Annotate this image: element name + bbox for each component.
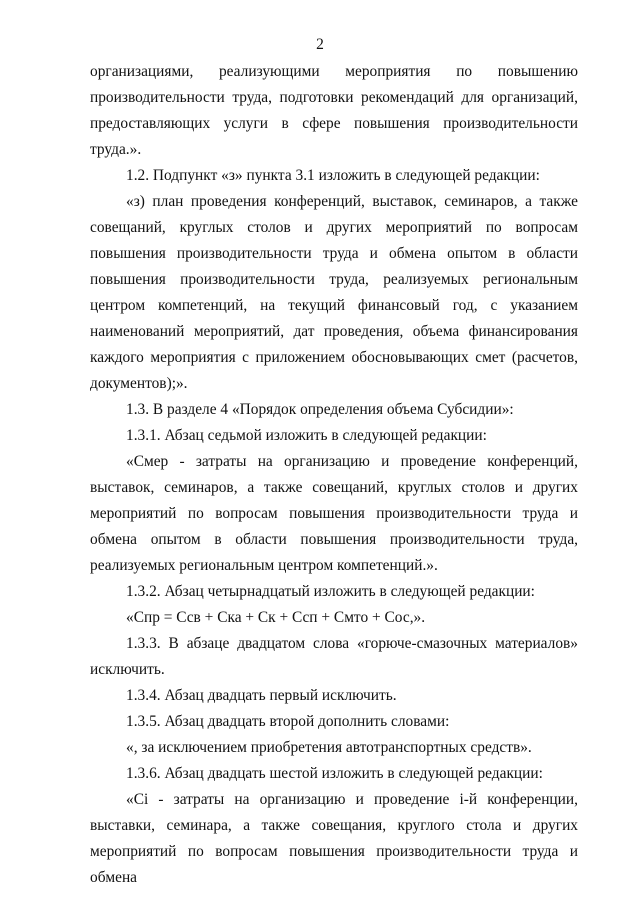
paragraph-1-3-3: 1.3.3. В абзаце двадцатом слова «горюче-смазочных материалов» исключить. bbox=[90, 635, 578, 678]
paragraph-1-2: 1.2. Подпункт «з» пункта 3.1 изложить в следующей редакции: bbox=[126, 167, 540, 184]
paragraph-smer-definition: «Смер - затраты на организацию и проведение конференций, выставок, семинаров, а также совещаний, круглых столов и других мероприятий по вопросам повышения производительности труда и обмена опытом в области повышения производительности труда, реализуемых региональным центром компетенций.». bbox=[90, 453, 578, 574]
paragraph-formula: «Спр = Ссв + Cка + Ск + Ссп + Смто + Сос,». bbox=[126, 609, 426, 626]
paragraph-subpoint-z: «з) план проведения конференций, выставок, семинаров, а также совещаний, круглых столов и других мероприятий по вопросам повышения производительности труда и обмена опытом в области повышения производительности труда, реализуемых региональным центром компетенций, на текущий финансовый год, с указанием наименований мероприятий, дат проведения, объема финансирования каждого мероприятия с приложением обосновывающих смет (расчетов, документов);». bbox=[90, 193, 578, 392]
document-body bbox=[90, 59, 578, 891]
page-number: 2 bbox=[316, 36, 324, 53]
paragraph-1-3: 1.3. В разделе 4 «Порядок определения объема Субсидии»: bbox=[126, 401, 514, 418]
paragraph-1-3-2: 1.3.2. Абзац четырнадцатый изложить в следующей редакции: bbox=[126, 583, 535, 600]
paragraph-ci-definition: «Сi - затраты на организацию и проведение i-й конференции, выставки, семинара, а также совещания, круглого стола и других мероприятий по вопросам повышения производительности труда и обмена bbox=[90, 791, 578, 886]
paragraph-1-3-6: 1.3.6. Абзац двадцать шестой изложить в следующей редакции: bbox=[126, 765, 543, 782]
paragraph-1-3-4: 1.3.4. Абзац двадцать первый исключить. bbox=[126, 687, 397, 704]
paragraph-addition-words: «, за исключением приобретения автотранспортных средств». bbox=[126, 739, 532, 756]
paragraph-1-3-1: 1.3.1. Абзац седьмой изложить в следующей редакции: bbox=[126, 427, 487, 444]
paragraph-1-3-5: 1.3.5. Абзац двадцать второй дополнить словами: bbox=[126, 713, 450, 730]
paragraph-continuation: организациями, реализующими мероприятия по повышению производительности труда, подготовки рекомендаций для организаций, предоставляющих услуги в сфере повышения производительности труда.». bbox=[90, 63, 578, 158]
